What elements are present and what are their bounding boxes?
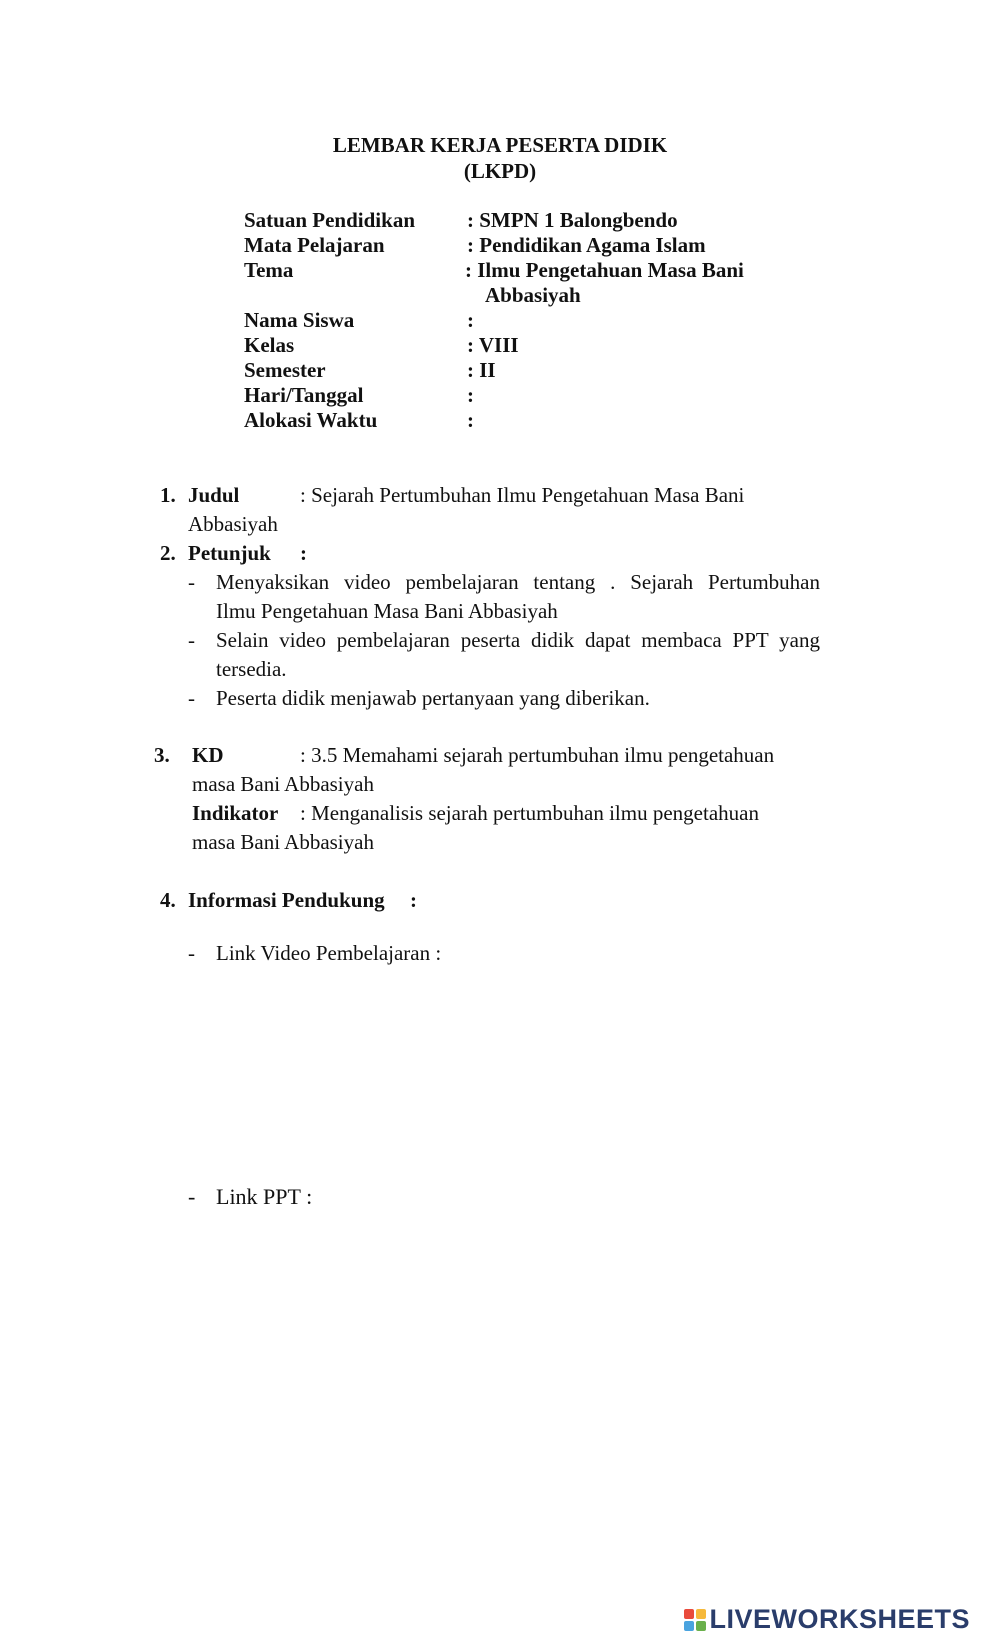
page-title: LEMBAR KERJA PESERTA DIDIK <box>332 133 668 157</box>
section-label: KD <box>192 743 224 767</box>
info-value: : <box>467 408 474 432</box>
bullet-dash: - <box>188 570 195 594</box>
bullet-dash: - <box>188 941 195 965</box>
section-colon: : <box>300 541 307 565</box>
info-label: Kelas <box>244 333 295 357</box>
section-number: 2. <box>160 541 176 565</box>
section-number: 4. <box>160 888 176 912</box>
info-value: : Ilmu Pengetahuan Masa Bani <box>465 258 744 282</box>
indikator-text-cont: masa Bani Abbasiyah <box>192 830 374 854</box>
info-value-cont: Abbasiyah <box>485 283 581 307</box>
section-text: : 3.5 Memahami sejarah pertumbuhan ilmu pengetahuan <box>300 743 775 767</box>
section-number: 3. <box>154 743 170 767</box>
link-video-label: Link Video Pembelajaran : <box>216 941 442 965</box>
section-colon: : <box>410 888 417 912</box>
section-label: Informasi Pendukung <box>188 888 385 912</box>
info-value: : <box>467 308 474 332</box>
section-number: 1. <box>160 483 176 507</box>
section-text-cont: Abbasiyah <box>188 512 278 536</box>
info-label: Alokasi Waktu <box>244 408 378 432</box>
info-value: : SMPN 1 Balongbendo <box>467 208 678 232</box>
liveworksheets-logo-icon <box>684 1609 706 1631</box>
bullet-dash: - <box>188 628 195 652</box>
section-text-cont: masa Bani Abbasiyah <box>192 772 374 796</box>
page-subtitle: (LKPD) <box>463 159 537 183</box>
info-label: Tema <box>244 258 294 282</box>
indikator-text: : Menganalisis sejarah pertumbuhan ilmu pengetahuan <box>300 801 759 825</box>
info-label: Nama Siswa <box>244 308 355 332</box>
indikator-label: Indikator <box>192 801 279 825</box>
watermark-text: LIVEWORKSHEETS <box>709 1604 970 1634</box>
list-item: Peserta didik menjawab pertanyaan yang diberikan. <box>216 686 650 710</box>
info-value: : Pendidikan Agama Islam <box>467 233 706 257</box>
info-value: : VIII <box>467 333 519 357</box>
section-label: Petunjuk <box>188 541 271 565</box>
list-item-cont: Ilmu Pengetahuan Masa Bani Abbasiyah <box>216 599 558 623</box>
info-label: Satuan Pendidikan <box>244 208 415 232</box>
info-value: : II <box>467 358 496 382</box>
list-item: Menyaksikan video pembelajaran tentang . Sejarah Pertumbuhan <box>216 570 820 594</box>
bullet-dash: - <box>188 686 195 710</box>
section-label: Judul <box>188 483 240 507</box>
liveworksheets-watermark <box>684 1604 970 1635</box>
list-item: Selain video pembelajaran peserta didik dapat membaca PPT yang <box>216 628 820 652</box>
section-text: : Sejarah Pertumbuhan Ilmu Pengetahuan Masa Bani <box>300 483 745 507</box>
link-ppt-label: Link PPT : <box>216 1184 313 1209</box>
info-label: Hari/Tanggal <box>244 383 364 407</box>
bullet-dash: - <box>188 1184 196 1209</box>
info-value: : <box>467 383 474 407</box>
list-item-cont: tersedia. <box>216 657 287 681</box>
info-label: Semester <box>244 358 326 382</box>
info-label: Mata Pelajaran <box>244 233 385 257</box>
